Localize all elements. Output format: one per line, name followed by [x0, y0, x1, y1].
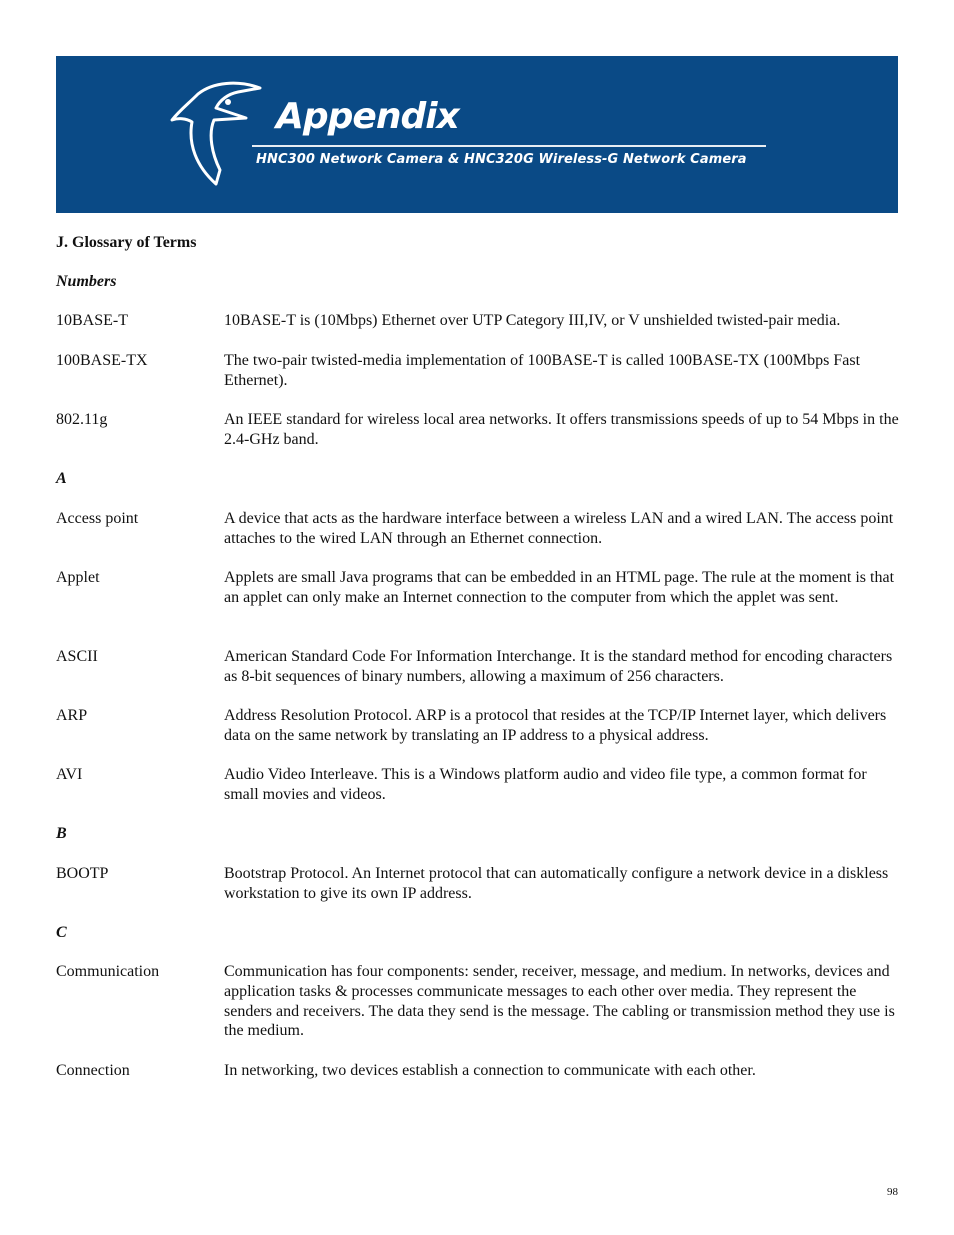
glossary-term: ARP	[56, 707, 88, 724]
glossary-term: ASCII	[56, 648, 98, 665]
glossary-definition: Audio Video Interleave. This is a Windows platform audio and video file type, a common format for small movies and videos.	[224, 766, 867, 803]
glossary-definition: Address Resolution Protocol. ARP is a protocol that resides at the TCP/IP Internet layer, which delivers data on the same network by translating an IP address to a physical address.	[224, 707, 887, 744]
section-c: C	[56, 924, 67, 941]
glossary-term: 100BASE-TX	[56, 352, 148, 369]
glossary-term: BOOTP	[56, 865, 109, 882]
glossary-term: Applet	[56, 569, 100, 586]
glossary-term: Communication	[56, 963, 160, 980]
section-a: A	[56, 470, 67, 487]
glossary-definition: An IEEE standard for wireless local area networks. It offers transmissions speeds of up to 54 Mbps in the 2.4-GHz band.	[224, 411, 899, 448]
appendix-banner	[56, 56, 898, 213]
glossary-term: Access point	[56, 510, 139, 527]
glossary-term: Connection	[56, 1062, 130, 1079]
glossary-term: AVI	[56, 766, 83, 783]
banner-subtitle: HNC300 Network Camera & HNC320G Wireless-G Network Camera	[256, 152, 747, 167]
section-numbers: Numbers	[56, 273, 117, 290]
glossary-definition: A device that acts as the hardware interface between a wireless LAN and a wired LAN. The access point attaches to the wired LAN through an Ethernet connection.	[224, 510, 894, 547]
glossary-definition: Communication has four components: sender, receiver, message, and medium. In networks, devices and application tasks & processes communicate messages to each other over media. They represent the senders and receivers. The data they send is the message. The cabling or transmission method they use is the medium.	[224, 963, 895, 1040]
glossary-definition: Applets are small Java programs that can be embedded in an HTML page. The rule at the moment is that an applet can only make an Internet connection to the computer from which the applet was sent.	[224, 569, 895, 606]
eagle-head-icon	[168, 74, 278, 194]
glossary-definition: The two-pair twisted-media implementation of 100BASE-T is called 100BASE-TX (100Mbps Fast Ethernet).	[224, 352, 861, 389]
banner-title: Appendix	[276, 96, 459, 137]
page-number: 98	[887, 1186, 898, 1198]
glossary-definition: Bootstrap Protocol. An Internet protocol that can automatically configure a network device in a diskless workstation to give its own IP address.	[224, 865, 889, 902]
glossary-definition: In networking, two devices establish a connection to communicate with each other.	[224, 1062, 756, 1079]
glossary-definition: American Standard Code For Information Interchange. It is the standard method for encoding characters as 8-bit sequences of binary numbers, allowing a maximum of 256 characters.	[224, 648, 893, 685]
glossary-term: 802.11g	[56, 411, 108, 428]
glossary-heading: J. Glossary of Terms	[56, 234, 197, 251]
banner-divider	[252, 145, 766, 147]
glossary-definition: 10BASE-T is (10Mbps) Ethernet over UTP Category III,IV, or V unshielded twisted-pair media.	[224, 312, 841, 329]
glossary-term: 10BASE-T	[56, 312, 128, 329]
section-b: B	[56, 825, 67, 842]
